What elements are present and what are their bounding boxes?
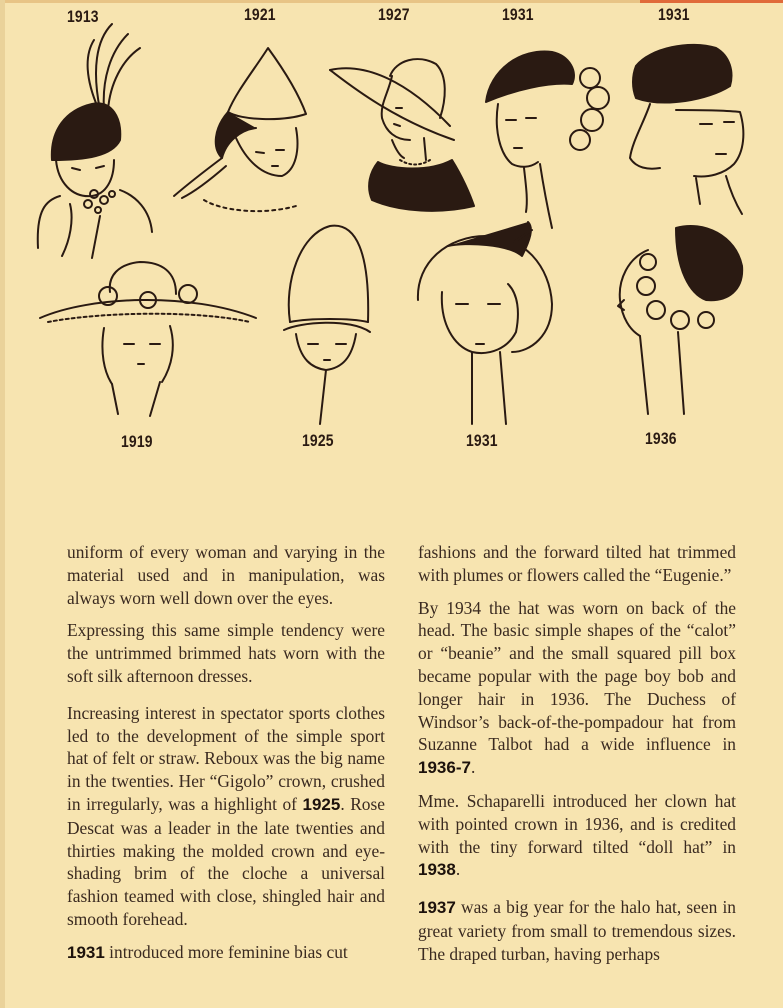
left-paragraph-4: 1931 introduced more feminine bias cut (67, 941, 348, 962)
illustration-1925-cloche (284, 226, 370, 424)
year-1936-7-inline: 1936-7 (418, 758, 471, 778)
right-paragraph-2: By 1934 the hat was worn on back of the head. The basic simple shapes of the “calot” or “beanie” and the small squared pill box became popular with the page boy bob and longer hair in 1936. The Duchess of Windsor’s back-of-the-pompadour hat from Suzanne Talbot had a wide influence in 1936-7. (418, 597, 736, 778)
year-label-1931-a: 1931 (502, 5, 534, 24)
year-label-1913: 1913 (67, 7, 99, 26)
right-paragraph-4: 1937 was a big year for the halo hat, seen in great variety from small to tremendous sizes. The draped turban, having perhaps (418, 897, 736, 964)
year-label-1921: 1921 (244, 5, 276, 24)
hat-illustrations (0, 0, 783, 470)
left-paragraph-2: Expressing this same simple tendency were the untrimmed brimmed hats worn with the soft silk afternoon dresses. (67, 620, 385, 686)
illustration-1927-brimmed-cloche (330, 59, 474, 211)
illustration-1913-plumed-toque (38, 24, 152, 258)
illustration-1921-pointed-hat (174, 48, 306, 211)
illustration-1931-tilted-beret (486, 52, 609, 228)
year-label-1919: 1919 (121, 432, 153, 451)
year-1925-inline: 1925 (302, 794, 341, 814)
year-label-1931-b: 1931 (658, 5, 690, 24)
left-paragraph-1: uniform of every woman and varying in the material used and in manipulation, was always worn well down over the eyes. (67, 542, 385, 608)
left-text-column (67, 541, 385, 975)
illustration-1936-beanie (618, 226, 742, 414)
year-1937-inline: 1937 (418, 898, 456, 918)
right-text-column (418, 541, 736, 976)
year-1938-inline: 1938 (418, 860, 456, 880)
right-paragraph-1: fashions and the forward tilted hat trimmed with plumes or flowers called the “Eugenie.” (418, 542, 736, 585)
illustration-1931-pillbox (630, 45, 743, 214)
illustration-1919-straw-hat (40, 262, 256, 416)
right-paragraph-3: Mme. Schaparelli introduced her clown hat with pointed crown in 1936, and is credited with the tiny forward tilted “doll hat” in 1938. (418, 790, 736, 880)
year-label-1931-c: 1931 (466, 431, 498, 450)
year-label-1927: 1927 (378, 5, 410, 24)
illustration-1931-halo-hat (418, 222, 552, 424)
year-label-1925: 1925 (302, 431, 334, 450)
left-paragraph-3: Increasing interest in spectator sports clothes led to the development of the simple sport hat of felt or straw. Reboux was the big name in the twenties. Her “Gigolo” crown, crushed in irregularly, was a highlight of 1925. Rose Descat was a leader in the late twenties and thirties making the molded crown and eye-shading brim of the cloche a universal fashion teamed with close, shingled hair and smooth forehead. (67, 702, 385, 929)
year-1931-inline: 1931 (67, 942, 105, 962)
year-label-1936: 1936 (645, 429, 677, 448)
